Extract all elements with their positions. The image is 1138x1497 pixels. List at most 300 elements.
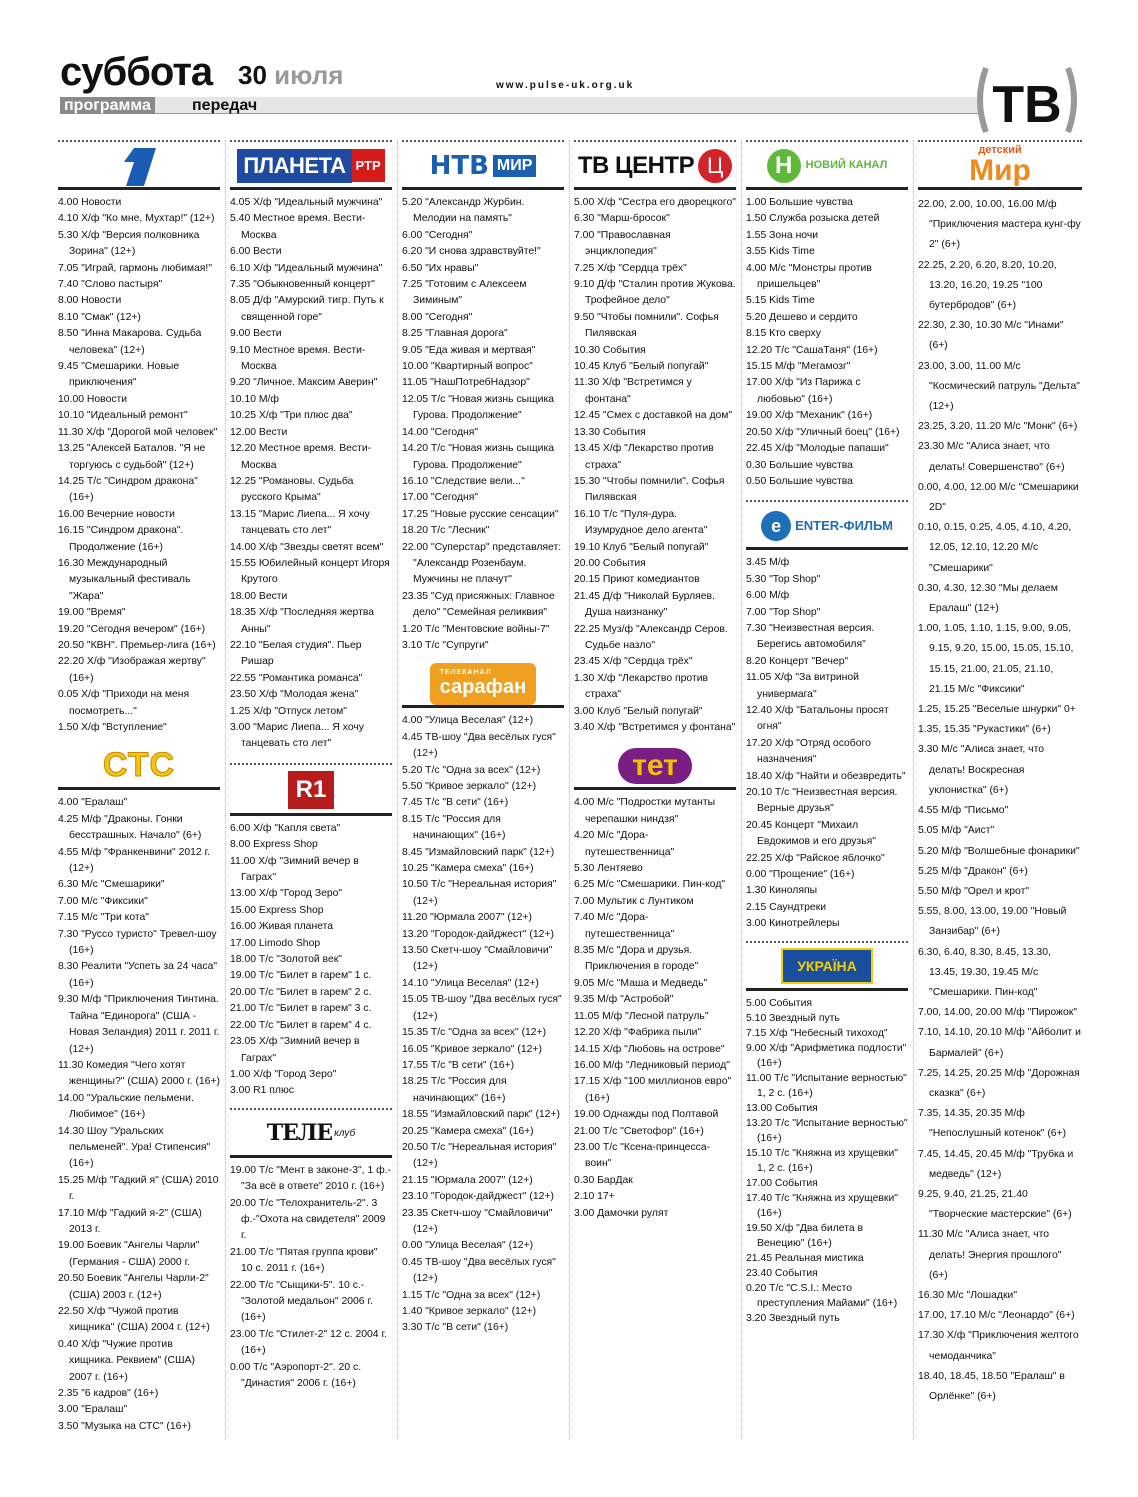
list-item: 14.00 "Сегодня" bbox=[402, 426, 479, 438]
list-item: 20.00 Т/с "Телохранитель-2". 3 ф.-"Охота на свидетеля" 2009 г. bbox=[230, 1197, 386, 1242]
list-item: 1.25 Х/ф "Отпуск летом" bbox=[230, 705, 347, 717]
list-item: 8.45 "Измайловский парк" (12+) bbox=[402, 846, 555, 858]
list-item: 20.50 Х/ф "Уличный боец" (16+) bbox=[746, 426, 900, 438]
list-item: 3.00 R1 плюс bbox=[230, 1085, 294, 1097]
list-item: 7.40 М/с "Дора-путешественница" bbox=[574, 912, 675, 940]
list-item: 10.25 "Камера смеха" (16+) bbox=[402, 863, 534, 875]
list-item: 2.35 "6 кадров" (16+) bbox=[58, 1388, 159, 1400]
list-item: 13.20 "Городок-дайджест" (12+) bbox=[402, 928, 554, 940]
list-item: 1.30 Киноляпы bbox=[746, 885, 818, 897]
tv-centr-logo-mark: Ц bbox=[698, 149, 732, 183]
list-item: 22.25, 2.20, 6.20, 8.20, 10.20, 13.20, 16.20, 19.25 "100 бутербродов" (6+) bbox=[918, 259, 1057, 312]
detsky-logo-text: Мир bbox=[969, 154, 1031, 187]
list-item: 11.30 М/с "Алиса знает, что делать! Энергия прошлого" (6+) bbox=[918, 1229, 1062, 1281]
schedule-planeta bbox=[230, 195, 392, 753]
planeta-logo-text: ПЛАНЕТА bbox=[237, 149, 351, 183]
list-item: 5.20 Т/с "Одна за всех" (12+) bbox=[402, 764, 541, 776]
list-item: 17.30 Х/ф "Приключения желтого чемоданчика" bbox=[918, 1330, 1079, 1362]
sarafan-logo-text: сарафан bbox=[439, 675, 527, 698]
list-item: 22.45 Х/ф "Молодые папаши" bbox=[746, 443, 889, 455]
list-item: 3.20 Звездный путь bbox=[746, 1312, 840, 1324]
list-item: 0.00 Т/с "Аэропорт-2". 20 с. "Династия" 2006 г. (16+) bbox=[230, 1361, 362, 1389]
list-item: 7.30 "Руссо туристо" Тревел-шоу (16+) bbox=[58, 928, 217, 957]
list-item: 22.25 Х/ф "Райское яблочко" bbox=[746, 852, 885, 864]
list-item: 9.25, 9.40, 21.25, 21.40 "Творческие мастерские" (6+) bbox=[918, 1188, 1072, 1221]
list-item: 20.50 Т/с "Нереальная история" (12+) bbox=[402, 1141, 557, 1170]
list-item: 23.25, 3.20, 11.20 М/с "Монк" (6+) bbox=[918, 421, 1078, 433]
list-item: 9.20 "Личное. Максим Аверин" bbox=[230, 377, 378, 389]
channel-logo-tv-centr bbox=[574, 144, 736, 190]
list-item: 9.30 М/ф "Приключения Тинтина. Тайна "Единорога" (США - Новая Зеландия) 2011 г. 2011 г. (12+) bbox=[58, 994, 220, 1055]
list-item: 17.00, 17.10 М/с "Леонардо" (6+) bbox=[918, 1310, 1075, 1322]
list-item: 8.05 Д/ф "Амурский тигр. Путь к священной горе" bbox=[230, 295, 384, 323]
noviy-logo-mark: Н bbox=[767, 149, 801, 183]
list-item: 2.10 17+ bbox=[574, 1191, 615, 1203]
list-item: 3.00 Клуб "Белый попугай" bbox=[574, 705, 703, 717]
list-item: 19.00 Х/ф "Механик" (16+) bbox=[746, 410, 873, 422]
list-item: 15.55 Юбилейный концерт Игоря Крутого bbox=[230, 557, 390, 586]
column-6 bbox=[918, 140, 1082, 1407]
list-item: 0.20 Т/с "C.S.I.: Место преступления Майами" (16+) bbox=[746, 1282, 898, 1309]
channel-logo-noviy bbox=[746, 144, 908, 190]
list-item: 7.05 "Играй, гармонь любимая!" bbox=[58, 262, 213, 274]
list-item: 8.00 Express Shop bbox=[230, 839, 318, 851]
list-item: 6.00 Х/ф "Капля света" bbox=[230, 822, 341, 834]
channel-logo-detsky-mir bbox=[918, 144, 1082, 190]
list-item: 10.00 "Квартирный вопрос" bbox=[402, 361, 533, 373]
list-item: 17.00 События bbox=[746, 1177, 818, 1189]
list-item: 7.35, 14.35, 20.35 М/ф "Непослушный котенок" (6+) bbox=[918, 1108, 1067, 1140]
list-item: 11.30 Комедия "Чего хотят женщины?" (США) 2000 г. (16+) bbox=[58, 1059, 220, 1088]
list-item: 3.30 Т/с "В сети" (16+) bbox=[402, 1322, 509, 1334]
list-item: 5.05 М/ф "Аист" bbox=[918, 825, 995, 837]
channel-logo-ntv-mir bbox=[402, 144, 564, 190]
list-item: 16.00 М/ф "Ледниковый период" bbox=[574, 1059, 730, 1071]
list-item: 14.00 Х/ф "Звезды светят всем" bbox=[230, 541, 384, 553]
list-item: 12.00 Вести bbox=[230, 426, 288, 438]
sarafan-logo bbox=[430, 663, 537, 705]
list-item: 8.15 Кто сверху bbox=[746, 328, 821, 340]
enter-logo-mark: е bbox=[761, 511, 791, 541]
list-item: 3.10 Т/с "Супруги" bbox=[402, 639, 489, 651]
list-item: 15.00 Express Shop bbox=[230, 904, 324, 916]
list-item: 7.15 М/с "Три кота" bbox=[58, 912, 149, 924]
list-item: 3.30 М/с "Алиса знает, что делать! Воскресная уклонистка" (6+) bbox=[918, 744, 1045, 796]
list-item: 17.00 "Сегодня" bbox=[402, 492, 479, 504]
list-item: 5.30 Лентяево bbox=[574, 863, 643, 875]
list-item: 0.45 ТВ-шоу "Два весёлых гуся" (12+) bbox=[402, 1256, 556, 1285]
list-item: 17.15 Х/ф "100 миллионов евро" (16+) bbox=[574, 1076, 732, 1104]
list-item: 9.45 "Смешарики. Новые приключения" bbox=[58, 361, 180, 389]
schedule-teleklub bbox=[230, 1163, 392, 1393]
list-item: 5.40 Местное время. Вести-Москва bbox=[230, 213, 366, 241]
list-item: 19.50 Х/ф "Два билета в Венецию" (16+) bbox=[746, 1222, 864, 1249]
list-item: 18.40, 18.45, 18.50 "Ералаш" в Орлёнке" (6+) bbox=[918, 1370, 1065, 1402]
list-item: 12.45 "Смех с доставкой на дом" bbox=[574, 410, 733, 422]
list-item: 12.20 Местное время. Вести-Москва bbox=[230, 443, 372, 471]
list-item: 12.20 Х/ф "Фабрика пыли" bbox=[574, 1027, 702, 1039]
list-item: 17.20 Х/ф "Отряд особого назначения" bbox=[746, 737, 871, 766]
list-item: 23.05 Х/ф "Зимний вечер в Гаграх" bbox=[230, 1036, 360, 1064]
list-item: 7.00 Мультик с Лунтиком bbox=[574, 895, 694, 907]
list-item: 1.35, 15.35 "Рукастики" (6+) bbox=[918, 724, 1051, 736]
dotted-rule bbox=[746, 140, 908, 142]
list-item: 5.15 Kids Time bbox=[746, 295, 815, 307]
mir-logo-text: МИР bbox=[493, 155, 537, 177]
list-item: 15.25 М/ф "Гадкий я" (США) 2010 г. bbox=[58, 1174, 219, 1203]
list-item: 12.20 Т/с "СашаТаня" (16+) bbox=[746, 344, 878, 356]
detsky-logo-sub: детский bbox=[978, 144, 1022, 156]
list-item: 9.00 Х/ф "Арифметика подлости" (16+) bbox=[746, 1042, 907, 1069]
channel-logo-tet bbox=[574, 744, 736, 790]
list-item: 3.00 Дамочки рулят bbox=[574, 1207, 669, 1219]
list-item: 12.05 Т/с "Новая жизнь сыщика Гурова. Продолжение" bbox=[402, 393, 554, 422]
list-item: 1.30 Х/ф "Лекарство против страха" bbox=[574, 672, 709, 701]
column-1 bbox=[58, 140, 220, 1435]
schedule-detsky-mir bbox=[918, 195, 1082, 1407]
list-item: 17.25 "Новые русские сенсации" bbox=[402, 508, 559, 520]
list-item: 1.25, 15.25 "Веселые шнурки" 0+ bbox=[918, 704, 1076, 716]
dotted-rule bbox=[746, 941, 908, 943]
list-item: 6.30, 6.40, 8.30, 8.45, 13.30, 13.45, 19.30, 19.45 М/с "Смешарики. Пин-код" bbox=[918, 946, 1051, 998]
schedule-sarafan bbox=[402, 713, 564, 1336]
list-item: 0.30 Большие чувства bbox=[746, 459, 853, 471]
rtr-logo-text: РТР bbox=[352, 149, 385, 182]
list-item: 18.00 Вести bbox=[230, 590, 288, 602]
list-item: 17.55 Т/с "В сети" (16+) bbox=[402, 1059, 515, 1071]
list-item: 10.00 Новости bbox=[58, 393, 128, 405]
dotted-rule bbox=[918, 140, 1082, 142]
date-month: июля bbox=[274, 60, 344, 90]
list-item: 18.40 Х/ф "Найти и обезвредить" bbox=[746, 770, 906, 782]
list-item: 5.10 Звездный путь bbox=[746, 1012, 840, 1024]
list-item: 16.15 "Синдром дракона". Продолжение (16+) bbox=[58, 525, 184, 553]
list-item: 10.25 Х/ф "Три плюс два" bbox=[230, 410, 353, 422]
list-item: 23.35 "Суд присяжных: Главное дело" "Семейная реликвия" bbox=[402, 590, 555, 619]
list-item: 13.25 "Алексей Баталов. "Я не торгуюсь с судьбой" (12+) bbox=[58, 443, 206, 471]
list-item: 5.30 Х/ф "Версия полковника Зорина" (12+) bbox=[58, 229, 200, 258]
list-item: 15.05 ТВ-шоу "Два весёлых гуся" (12+) bbox=[402, 994, 562, 1022]
list-item: 16.10 Т/с "Пуля-дура. Изумрудное дело агента" bbox=[574, 508, 708, 537]
list-item: 7.30 "Неизвестная версия. Берегись автомобиля" bbox=[746, 622, 875, 651]
date-number: 30 bbox=[238, 60, 267, 90]
list-item: 1.20 Т/с "Ментовские войны-7" bbox=[402, 623, 550, 635]
list-item: 10.50 Т/с "Нереальная история" (12+) bbox=[402, 879, 557, 907]
list-item: 15.30 "Чтобы помнили". Софья Пилявская bbox=[574, 475, 725, 504]
list-item: 12.25 "Романовы. Судьба русского Крыма" bbox=[230, 475, 354, 504]
list-item: 21.45 Д/ф "Николай Бурляев. Душа наизнанку" bbox=[574, 590, 715, 619]
list-item: 9.05 М/с "Маша и Медведь" bbox=[574, 977, 708, 989]
list-item: 14.15 Х/ф "Любовь на острове" bbox=[574, 1043, 725, 1055]
list-item: 1.00 Большие чувства bbox=[746, 197, 853, 208]
list-item: 7.00 "Православная энциклопедия" bbox=[574, 229, 671, 258]
list-item: 19.00 Однажды под Полтавой bbox=[574, 1109, 719, 1121]
list-item: 21.00 Т/с "Билет в гарем" 3 с. bbox=[230, 1003, 372, 1015]
list-item: 5.25 М/ф "Дракон" (6+) bbox=[918, 865, 1028, 877]
list-item: 22.55 "Романтика романса" bbox=[230, 672, 363, 684]
list-item: 20.00 Т/с "Билет в гарем" 2 с. bbox=[230, 986, 372, 998]
list-item: 11.20 "Юрмала 2007" (12+) bbox=[402, 912, 532, 924]
list-item: 7.45, 14.45, 20.45 М/ф "Трубка и медведь" (12+) bbox=[918, 1148, 1074, 1180]
list-item: 4.45 ТВ-шоу "Два весёлых гуся" (12+) bbox=[402, 731, 556, 760]
tv-badge-text: ТВ bbox=[992, 76, 1062, 134]
list-item: 23.40 События bbox=[746, 1267, 818, 1279]
ntv-logo-text: НТВ bbox=[429, 150, 489, 181]
list-item: 5.20 М/ф "Волшебные фонарики" bbox=[918, 845, 1080, 857]
list-item: 11.05 Х/ф "За витриной универмага" bbox=[746, 672, 859, 700]
list-item: 18.25 Т/с "Россия для начинающих" (16+) bbox=[402, 1076, 507, 1104]
list-item: 21.45 Реальная мистика bbox=[746, 1252, 864, 1264]
list-item: 11.05 М/ф "Лесной патруль" bbox=[574, 1010, 709, 1022]
tet-logo-text: тет bbox=[618, 748, 692, 784]
list-item: 13.00 События bbox=[746, 1102, 818, 1114]
list-item: 0.00, 4.00, 12.00 М/с "Смешарики 2D" bbox=[918, 481, 1079, 514]
channel-logo-sts bbox=[58, 744, 220, 790]
schedule-noviy bbox=[746, 195, 908, 490]
list-item: 6.00 Вести bbox=[230, 246, 282, 258]
list-item: 1.00, 1.05, 1.10, 1.15, 9.00, 9.05, 9.15, 9.20, 15.00, 15.05, 15.10, 15.15, 21.00, 21.05, 21.10, 21.15 М/с "Фиксики" bbox=[918, 623, 1074, 695]
list-item: 16.30 М/с "Лошадки" bbox=[918, 1289, 1018, 1301]
list-item: 6.30 М/с "Смешарики" bbox=[58, 879, 165, 891]
dotted-rule bbox=[574, 140, 736, 142]
list-item: 23.10 "Городок-дайджест" (12+) bbox=[402, 1191, 554, 1203]
dotted-rule bbox=[230, 140, 392, 142]
list-item: 13.00 Х/ф "Город Зеро" bbox=[230, 888, 343, 900]
list-item: 14.10 "Улица Веселая" (12+) bbox=[402, 977, 539, 989]
list-item: 3.55 Kids Time bbox=[746, 246, 815, 258]
dotted-rule bbox=[230, 1108, 392, 1110]
list-item: 23.00 Т/с "Ксена-принцесса-воин" bbox=[574, 1141, 711, 1170]
list-item: 10.10 "Идеальный ремонт" bbox=[58, 410, 188, 422]
column-3 bbox=[402, 140, 564, 1337]
list-item: 16.10 "Следствие вели..." bbox=[402, 475, 525, 487]
list-item: 4.10 Х/ф "Ко мне, Мухтар!" (12+) bbox=[58, 213, 215, 225]
list-item: 11.30 Х/ф "Дорогой мой человек" bbox=[58, 426, 218, 438]
list-item: 7.10, 14.10, 20.10 М/ф "Айболит и Бармалей" (6+) bbox=[918, 1027, 1081, 1059]
dotted-rule bbox=[746, 500, 908, 502]
dotted-rule bbox=[402, 140, 564, 142]
list-item: 5.00 События bbox=[746, 997, 813, 1009]
schedule-r1 bbox=[230, 821, 392, 1100]
list-item: 13.15 "Марис Лиепа... Я хочу танцевать сто лет" bbox=[230, 508, 370, 537]
list-item: 20.00 События bbox=[574, 557, 646, 569]
list-item: 18.20 Т/с "Лесник" bbox=[402, 525, 490, 537]
list-item: 4.00 М/с "Монстры против пришельцев" bbox=[746, 262, 872, 291]
list-item: 3.50 "Музыка на СТС" (16+) bbox=[58, 1420, 191, 1432]
enter-logo-text: ENTER-ФИЛЬМ bbox=[795, 518, 893, 534]
list-item: 14.00 "Уральские пельмени. Любимое" (16+) bbox=[58, 1092, 194, 1121]
list-item: 0.50 Большие чувства bbox=[746, 475, 853, 487]
list-item: 23.45 Х/ф "Сердца трёх" bbox=[574, 656, 693, 668]
list-item: 7.00 "Top Shop" bbox=[746, 606, 821, 618]
schedule-perviy bbox=[58, 195, 220, 736]
list-item: 13.30 События bbox=[574, 426, 646, 438]
list-item: 22.25 Муз/ф "Александр Серов. Судьбе назло" bbox=[574, 623, 728, 651]
list-item: 7.15 Х/ф "Небесный тихоход" bbox=[746, 1027, 888, 1039]
list-item: 9.00 Вести bbox=[230, 328, 282, 340]
list-item: 0.05 Х/ф "Приходи на меня посмотреть..." bbox=[58, 689, 190, 717]
list-item: 5.20 Дешево и сердито bbox=[746, 311, 858, 323]
list-item: 22.00 Т/с "Билет в гарем" 4 с. bbox=[230, 1019, 372, 1031]
list-item: 19.20 "Сегодня вечером" (16+) bbox=[58, 623, 206, 635]
list-item: 8.50 "Инна Макарова. Судьба человека" (12+) bbox=[58, 328, 202, 356]
list-item: 4.00 Новости bbox=[58, 197, 122, 208]
list-item: 4.55 М/ф "Франкенвини" 2012 г. (12+) bbox=[58, 846, 211, 875]
list-item: 18.00 Т/с "Золотой век" bbox=[230, 954, 342, 966]
list-item: 22.30, 2.30, 10.30 М/с "Инами" (6+) bbox=[918, 320, 1064, 352]
list-item: 10.30 События bbox=[574, 344, 646, 356]
list-item: 3.00 "Ералаш" bbox=[58, 1404, 128, 1416]
list-item: 17.00 Х/ф "Из Парижа с любовью" (16+) bbox=[746, 377, 861, 405]
perviy-icon bbox=[114, 144, 164, 188]
list-item: 20.50 "КВН". Премьер-лига (16+) bbox=[58, 639, 216, 651]
list-item: 14.25 Т/с "Синдром дракона" (16+) bbox=[58, 475, 198, 504]
column-divider bbox=[913, 140, 914, 1440]
list-item: 2.15 Саундтреки bbox=[746, 901, 827, 913]
list-item: 7.00 М/с "Фиксики" bbox=[58, 895, 148, 907]
dotted-rule bbox=[58, 140, 220, 142]
list-item: 9.10 Д/ф "Сталин против Жукова. Трофейное дело" bbox=[574, 279, 736, 307]
list-item: 22.00 "Суперстар" представляет: "Александр Розенбаум. Мужчины не плачут" bbox=[402, 541, 562, 586]
list-item: 8.00 "Сегодня" bbox=[402, 311, 473, 323]
list-item: 4.20 М/с "Дора-путешественница" bbox=[574, 830, 675, 858]
list-item: 20.45 Концерт "Михаил Евдокимов и его друзья" bbox=[746, 819, 876, 848]
tv-badge-logo bbox=[972, 66, 1082, 134]
list-item: 7.45 Т/с "В сети" (16+) bbox=[402, 797, 509, 809]
list-item: 7.35 "Обыкновенный концерт" bbox=[230, 279, 375, 291]
list-item: 1.40 "Кривое зеркало" (12+) bbox=[402, 1306, 537, 1317]
list-item: 5.50 "Кривое зеркало" (12+) bbox=[402, 781, 537, 792]
list-item: 11.00 Т/с "Испытание верностью" 1, 2 с. (16+) bbox=[746, 1072, 907, 1099]
list-item: 6.00 М/ф bbox=[746, 590, 790, 602]
list-item: 14.20 Т/с "Новая жизнь сыщика Гурова. Продолжение" bbox=[402, 443, 554, 471]
list-item: 8.00 Новости bbox=[58, 295, 122, 307]
tv-centr-logo-text: ТВ ЦЕНТР bbox=[577, 151, 695, 179]
list-item: 1.50 Х/ф "Вступление" bbox=[58, 722, 167, 733]
schedule-sts bbox=[58, 795, 220, 1435]
list-item: 0.10, 0.15, 0.25, 4.05, 4.10, 4.20, 12.05, 12.10, 12.20 М/с "Смешарики" bbox=[918, 522, 1072, 574]
list-item: 23.00 Т/с "Стилет-2" 12 с. 2004 г. (16+) bbox=[230, 1328, 387, 1357]
list-item: 22.00, 2.00, 10.00, 16.00 М/ф "Приключения мастера кунг-фу 2" (6+) bbox=[918, 199, 1081, 251]
list-item: 8.10 "Смак" (12+) bbox=[58, 311, 141, 323]
list-item: 8.30 Реалити "Успеть за 24 часа" (16+) bbox=[58, 961, 218, 989]
list-item: 16.30 Международный музыкальный фестиваль "Жара" bbox=[58, 557, 191, 602]
list-item: 6.50 "Их нравы" bbox=[402, 262, 479, 274]
list-item: 12.40 Х/ф "Батальоны просят огня" bbox=[746, 704, 889, 733]
list-item: 4.55 М/ф "Письмо" bbox=[918, 805, 1009, 817]
list-item: 3.00 Кинотрейлеры bbox=[746, 918, 840, 930]
list-item: 6.00 "Сегодня" bbox=[402, 229, 473, 241]
column-4 bbox=[574, 140, 736, 1222]
sts-logo-text: СТС bbox=[102, 746, 176, 785]
channel-logo-sarafan bbox=[402, 662, 564, 708]
list-item: 11.05 "НашПотребНадзор" bbox=[402, 377, 530, 389]
list-item: 23.00, 3.00, 11.00 М/с "Космический патруль "Дельта" (12+) bbox=[918, 360, 1080, 413]
list-item: 19.00 Т/с "Мент в законе-3", 1 ф.- "За всё в ответе" 2010 г. (16+) bbox=[230, 1164, 391, 1193]
sarafan-logo-sub: ТЕЛЕКАНАЛ bbox=[439, 668, 492, 676]
teleklub-logo-sub: клуб bbox=[334, 1127, 356, 1139]
list-item: 4.00 "Улица Веселая" (12+) bbox=[402, 715, 534, 727]
list-item: 20.25 "Камера смеха" (16+) bbox=[402, 1125, 534, 1137]
site-url[interactable]: www.pulse-uk.org.uk bbox=[496, 80, 635, 91]
list-item: 4.25 М/ф "Драконы. Гонки бесстрашных. Начало" (6+) bbox=[58, 813, 202, 842]
list-item: 23.35 Скетч-шоу "Смайловичи" (12+) bbox=[402, 1207, 553, 1235]
schedule-enter-film bbox=[746, 555, 908, 932]
list-item: 1.00 Х/ф "Город Зеро" bbox=[230, 1068, 337, 1080]
list-item: 0.30 БарДак bbox=[574, 1174, 633, 1186]
list-item: 23.50 Х/ф "Молодая жена" bbox=[230, 689, 359, 701]
list-item: 4.00 "Ералаш" bbox=[58, 797, 128, 809]
list-item: 7.25 "Готовим с Алексеем Зиминым" bbox=[402, 279, 527, 307]
list-item: 3.00 "Марис Лиепа... Я хочу танцевать сто лет" bbox=[230, 722, 364, 750]
section-label: программа bbox=[60, 97, 155, 114]
date-title bbox=[238, 62, 343, 88]
column-divider bbox=[225, 140, 226, 1440]
list-item: 15.10 Т/с "Княжна из хрущевки" 1, 2 с. (16+) bbox=[746, 1147, 898, 1174]
list-item: 4.00 М/с "Подростки мутанты черепашки ниндзя" bbox=[574, 797, 716, 825]
channel-logo-enter-film bbox=[746, 504, 908, 550]
list-item: 1.55 Зона ночи bbox=[746, 229, 819, 241]
list-item: 13.45 Х/ф "Лекарство против страха" bbox=[574, 443, 714, 471]
list-item: 7.25, 14.25, 20.25 М/ф "Дорожная сказка" (6+) bbox=[918, 1067, 1080, 1099]
channel-logo-ukraina bbox=[746, 945, 908, 991]
list-item: 9.50 "Чтобы помнили". Софья Пилявская bbox=[574, 311, 719, 340]
list-item: 13.20 Т/с "Испытание верностью" (16+) bbox=[746, 1117, 908, 1144]
list-item: 0.00 "Прощение" (16+) bbox=[746, 869, 855, 881]
list-item: 4.05 Х/ф "Идеальный мужчина" bbox=[230, 197, 383, 208]
list-item: 16.00 Живая планета bbox=[230, 921, 334, 933]
list-item: 19.00 "Время" bbox=[58, 607, 126, 619]
dotted-rule bbox=[230, 763, 392, 765]
list-item: 1.15 Т/с "Одна за всех" (12+) bbox=[402, 1289, 541, 1301]
list-item: 5.20 "Александр Журбин. Мелодии на память" bbox=[402, 197, 525, 225]
list-item: 8.35 М/с "Дора и друзья. Приключения в городе" bbox=[574, 945, 699, 973]
list-item: 20.50 Боевик "Ангелы Чарли-2" (США) 2003 г. (12+) bbox=[58, 1273, 209, 1301]
schedule-ukraina bbox=[746, 996, 908, 1326]
list-item: 17.40 Т/с "Княжна из хрущевки" (16+) bbox=[746, 1192, 898, 1219]
list-item: 11.30 Х/ф "Встретимся у фонтана" bbox=[574, 377, 692, 405]
list-item: 21.15 "Юрмала 2007" (12+) bbox=[402, 1174, 533, 1186]
list-item: 8.25 "Главная дорога" bbox=[402, 328, 508, 340]
list-item: 21.00 Т/с "Светофор" (16+) bbox=[574, 1125, 704, 1137]
schedule-tet bbox=[574, 795, 736, 1222]
list-item: 3.40 Х/ф "Встретимся у фонтана" bbox=[574, 722, 736, 733]
list-item: 10.10 М/ф bbox=[230, 393, 279, 405]
list-item: 6.20 "И снова здравствуйте!" bbox=[402, 246, 541, 258]
list-item: 0.30, 4.30, 12.30 "Мы делаем Ералаш" (12+) bbox=[918, 582, 1058, 615]
list-item: 7.40 "Слово пастыря" bbox=[58, 279, 163, 291]
list-item: 23.30 М/с "Алиса знает, что делать! Совершенство" (6+) bbox=[918, 441, 1065, 473]
channel-logo-teleklub bbox=[230, 1112, 392, 1158]
list-item: 5.55, 8.00, 13.00, 19.00 "Новый Занзибар" (6+) bbox=[918, 906, 1067, 938]
list-item: 13.50 Скетч-шоу "Смайловичи" (12+) bbox=[402, 945, 553, 973]
list-item: 19.00 Боевик "Ангелы Чарли" (Германия - США) 2000 г. bbox=[58, 1240, 200, 1268]
list-item: 6.25 М/с "Смешарики. Пин-код" bbox=[574, 879, 726, 891]
logo-rule bbox=[230, 813, 392, 816]
r1-logo-text: R1 bbox=[288, 771, 334, 809]
list-item: 19.10 Клуб "Белый попугай" bbox=[574, 541, 709, 553]
schedule-tv-centr bbox=[574, 195, 736, 736]
list-item: 14.30 Шоу "Уральских пельменей". Ура! Стипенсия" (16+) bbox=[58, 1125, 211, 1170]
list-item: 0.00 "Улица Веселая" (12+) bbox=[402, 1240, 534, 1252]
list-item: 15.15 М/ф "Мегамозг" bbox=[746, 361, 851, 373]
section-label-2: передач bbox=[192, 97, 258, 114]
list-item: 0.40 Х/ф "Чужие против хищника. Реквием" (США) 2007 г. (16+) bbox=[58, 1338, 195, 1383]
list-item: 8.20 Концерт "Вечер" bbox=[746, 655, 849, 667]
list-item: 15.35 Т/с "Одна за всех" (12+) bbox=[402, 1027, 547, 1039]
list-item: 16.05 "Кривое зеркало" (12+) bbox=[402, 1043, 542, 1055]
list-item: 18.55 "Измайловский парк" (12+) bbox=[402, 1109, 560, 1121]
